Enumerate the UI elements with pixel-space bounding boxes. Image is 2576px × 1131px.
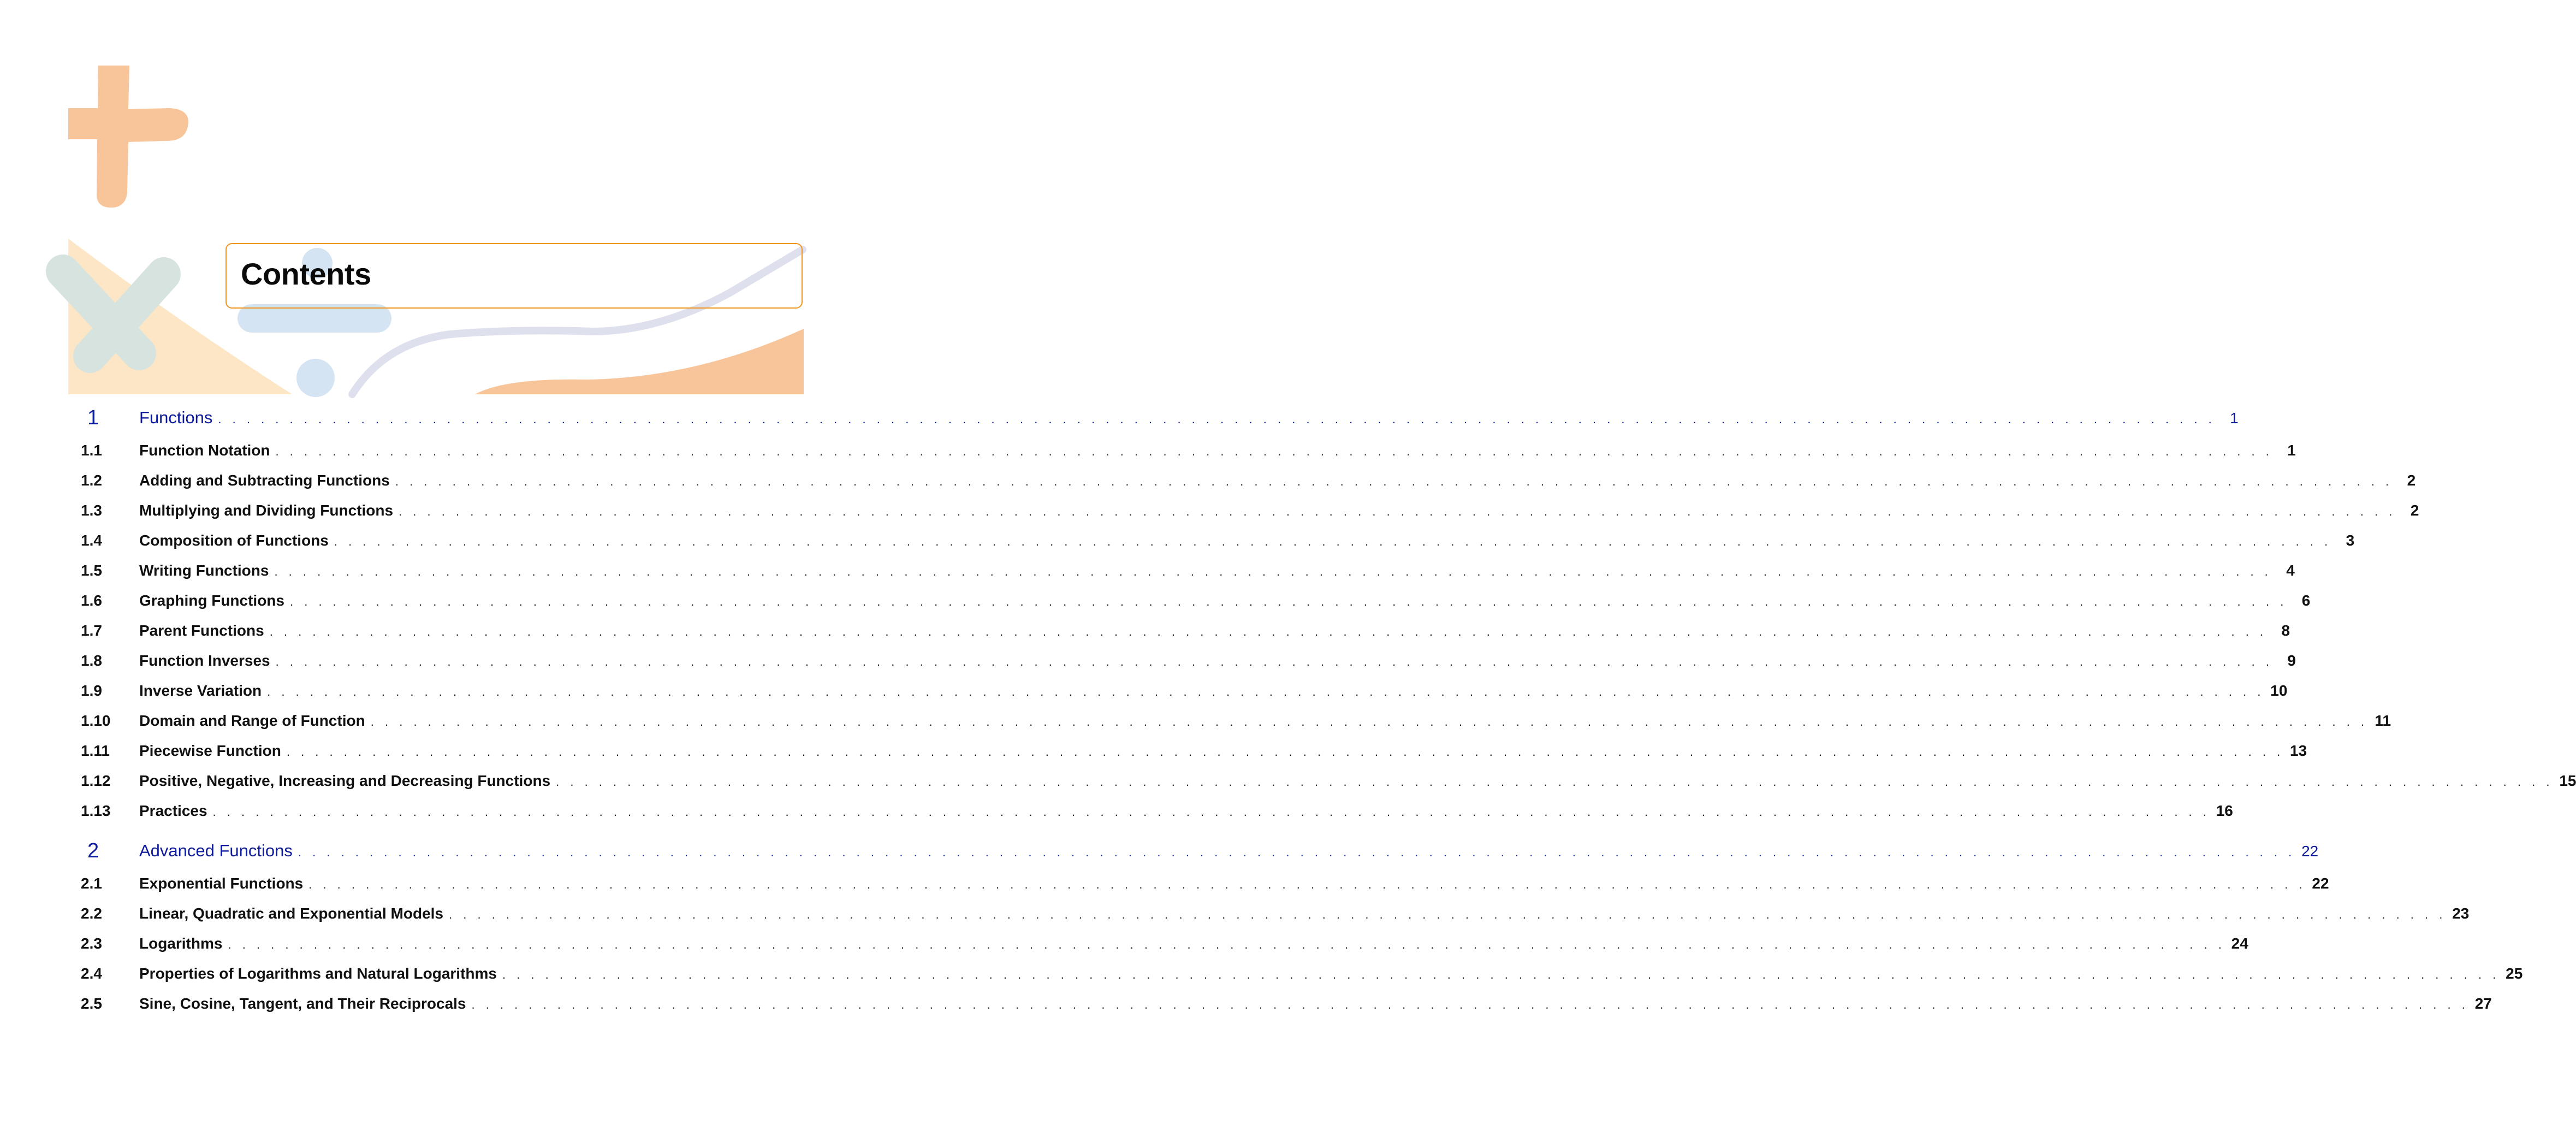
toc-section-row[interactable] [76,767,2576,797]
toc-entry [139,437,2296,465]
toc-title: Piecewise Function [139,742,281,759]
toc-title: Advanced Functions [139,841,293,860]
toc-page-number: 8 [2281,622,2290,639]
toc-section-row[interactable] [76,677,2288,707]
toc-page-number: 9 [2287,652,2296,669]
toc-section-row[interactable] [76,557,2295,587]
toc-number: 1.12 [81,772,111,789]
toc-title: Linear, Quadratic and Exponential Models [139,905,444,922]
toc-page-number: 2 [2407,472,2416,489]
toc-page-number: 2 [2410,502,2419,519]
toc-number: 1.4 [81,532,102,549]
toc-page-number: 25 [2506,965,2523,982]
dot-leader: . . . . . . . . . . . . . . . . . . . . . . . . . . . . . . . . . . . . . . . . . . . . . . . . . . . . . . . . . . . . . . . . . . . . . . . . . . . . . . . . . . . . . . . . . . . . . . . . . . . . . . . . . . . . . . . . . . . . . . . . . . . . . . . . . . . . . . . . . . . . [449,908,2447,921]
toc-entry [139,900,2470,928]
dot-leader: . . . . . . . . . . . . . . . . . . . . . . . . . . . . . . . . . . . . . . . . . . . . . . . . . . . . . . . . . . . . . . . . . . . . . . . . . . . . . . . . . . . . . . . . . . . . . . . . . . . . . . . . . . . . . . . . . . . . . . . . . . . . . . . . . . . . . . . . . . . . [275,655,2273,668]
toc-title: Functions [139,408,213,427]
toc-title: Composition of Functions [139,532,329,549]
toc-number: 1.10 [81,712,111,729]
toc-number: 1.13 [81,802,111,819]
toc-section-row[interactable] [76,497,2419,527]
toc-entry [139,527,2355,555]
toc-section-row[interactable] [76,900,2470,930]
toc-title: Practices [139,802,207,819]
toc-entry [139,930,2248,958]
dot-leader: . . . . . . . . . . . . . . . . . . . . . . . . . . . . . . . . . . . . . . . . . . . . . . . . . . . . . . . . . . . . . . . . . . . . . . . . . . . . . . . . . . . . . . . . . . . . . . . . . . . . . . . . . . . . . . . . . . . . . . . . . . . . . . . . . . . . . . . . . . . . [274,565,2272,578]
toc-section-row[interactable] [76,617,2290,647]
toc-title: Inverse Variation [139,682,262,699]
toc-page-number: 16 [2216,802,2233,819]
dot-leader: . . . . . . . . . . . . . . . . . . . . . . . . . . . . . . . . . . . . . . . . . . . . . . . . . . . . . . . . . . . . . . . . . . . . . . . . . . . . . . . . . . . . . . . . . . . . . . . . . . . . . . . . . . . . . . . . . . . . . . . . . . . . . . . . . . . . . . . . . . . . [267,685,2265,698]
dot-leader: . . . . . . . . . . . . . . . . . . . . . . . . . . . . . . . . . . . . . . . . . . . . . . . . . . . . . . . . . . . . . . . . . . . . . . . . . . . . . . . . . . . . . . . . . . . . . . . . . . . . . . . . . . . . . . . . . . . . . . . . . . . . . . . . . . . . . . . . . . . . [290,595,2288,608]
toc-page-number: 4 [2286,562,2295,579]
toc-title: Properties of Logarithms and Natural Logarithms [139,965,497,982]
toc-page-number: 11 [2375,712,2391,729]
toc-number: 1.7 [81,622,102,639]
toc-page-number: 23 [2452,905,2470,922]
toc-number: 1.1 [81,442,102,459]
toc-section-row[interactable] [76,797,2233,827]
toc-number: 2.1 [81,875,102,892]
toc-section-row[interactable] [76,737,2307,767]
toc-chapter-row[interactable] [76,404,2239,437]
toc-page-number: 15 [2559,772,2576,789]
dot-leader: . . . . . . . . . . . . . . . . . . . . . . . . . . . . . . . . . . . . . . . . . . . . . . . . . . . . . . . . . . . . . . . . . . . . . . . . . . . . . . . . . . . . . . . . . . . . . . . . . . . . . . . . . . . . . . . . . . . . . . . . . . . . . . . . . . . . . . . . . . . . [298,845,2296,859]
dot-leader: . . . . . . . . . . . . . . . . . . . . . . . . . . . . . . . . . . . . . . . . . . . . . . . . . . . . . . . . . . . . . . . . . . . . . . . . . . . . . . . . . . . . . . . . . . . . . . . . . . . . . . . . . . . . . . . . . . . . . . . . . . . . . . . . . . . . . . . . . . . . [286,745,2284,759]
toc-entry [139,960,2523,988]
toc-title: Function Inverses [139,652,270,669]
toc-number: 2.2 [81,905,102,922]
toc-title: Exponential Functions [139,875,304,892]
toc-title: Multiplying and Dividing Functions [139,502,394,519]
toc-page-number: 22 [2312,875,2329,892]
toc-number: 2.4 [81,965,102,982]
toc-entry [139,837,2319,866]
toc-section-row[interactable] [76,527,2355,557]
toc-entry [139,557,2295,585]
toc-number: 1 [87,406,99,429]
title-box [225,243,803,309]
toc-entry [139,797,2233,826]
toc-page-number: 6 [2301,592,2311,609]
toc-section-row[interactable] [76,437,2296,467]
toc-title: Domain and Range of Function [139,712,365,729]
toc-section-row[interactable] [76,467,2416,497]
plus-icon [68,66,191,210]
toc-number: 2.5 [81,995,102,1012]
dot-leader: . . . . . . . . . . . . . . . . . . . . . . . . . . . . . . . . . . . . . . . . . . . . . . . . . . . . . . . . . . . . . . . . . . . . . . . . . . . . . . . . . . . . . . . . . . . . . . . . . . . . . . . . . . . . . . . . . . . . . . . . . . . . . . . . . . . . . . . . . . . . [212,805,2210,819]
hill-shape [475,329,804,394]
toc-page-number: 13 [2290,742,2307,759]
toc-page-number: 22 [2301,843,2319,860]
toc-page-number: 1 [2230,410,2239,427]
toc-page-number: 10 [2270,682,2288,699]
toc-number: 2.3 [81,935,102,952]
toc-title: Sine, Cosine, Tangent, and Their Reciprocals [139,995,466,1012]
toc-page-number: 27 [2474,995,2492,1012]
toc-entry [139,467,2416,495]
toc-section-row[interactable] [76,647,2296,677]
toc-section-row[interactable] [76,990,2492,1020]
dot-leader: . . . . . . . . . . . . . . . . . . . . . . . . . . . . . . . . . . . . . . . . . . . . . . . . . . . . . . . . . . . . . . . . . . . . . . . . . . . . . . . . . . . . . . . . . . . . . . . . . . . . . . . . . . . . . . . . . . . . . . . . . . . . . . . . . . . . . . . . . . . . [471,998,2469,1011]
toc-section-row[interactable] [76,707,2391,737]
dot-leader: . . . . . . . . . . . . . . . . . . . . . . . . . . . . . . . . . . . . . . . . . . . . . . . . . . . . . . . . . . . . . . . . . . . . . . . . . . . . . . . . . . . . . . . . . . . . . . . . . . . . . . . . . . . . . . . . . . . . . . . . . . . . . . . . . . . . . . . . . . . . [269,625,2268,638]
toc-entry [139,677,2288,706]
toc-title: Logarithms [139,935,223,952]
toc-number: 1.5 [81,562,102,579]
toc-number: 1.11 [81,742,110,759]
toc-number: 1.6 [81,592,102,609]
toc-number: 1.8 [81,652,102,669]
dot-leader: . . . . . . . . . . . . . . . . . . . . . . . . . . . . . . . . . . . . . . . . . . . . . . . . . . . . . . . . . . . . . . . . . . . . . . . . . . . . . . . . . . . . . . . . . . . . . . . . . . . . . . . . . . . . . . . . . . . . . . . . . . . . . . . . . . . . . . . . . . . . [308,878,2306,891]
toc-title: Adding and Subtracting Functions [139,472,390,489]
toc-entry [139,497,2419,525]
dot-leader: . . . . . . . . . . . . . . . . . . . . . . . . . . . . . . . . . . . . . . . . . . . . . . . . . . . . . . . . . . . . . . . . . . . . . . . . . . . . . . . . . . . . . . . . . . . . . . . . . . . . . . . . . . . . . . . . . . . . . . . . . . . . . . . . . . . . . . . . . . . . [228,938,2225,951]
dot-leader: . . . . . . . . . . . . . . . . . . . . . . . . . . . . . . . . . . . . . . . . . . . . . . . . . . . . . . . . . . . . . . . . . . . . . . . . . . . . . . . . . . . . . . . . . . . . . . . . . . . . . . . . . . . . . . . . . . . . . . . . . . . . . . . . . . . . . . . . . . . . [399,505,2396,518]
toc-entry [139,870,2329,898]
toc-entry [139,647,2296,676]
toc-title: Function Notation [139,442,270,459]
toc-title: Graphing Functions [139,592,284,609]
toc-section-row[interactable] [76,870,2329,900]
toc-number: 1.3 [81,502,102,519]
toc-entry [139,587,2311,615]
toc-entry [139,707,2391,736]
dot-leader: . . . . . . . . . . . . . . . . . . . . . . . . . . . . . . . . . . . . . . . . . . . . . . . . . . . . . . . . . . . . . . . . . . . . . . . . . . . . . . . . . . . . . . . . . . . . . . . . . . . . . . . . . . . . . . . . . . . . . . . . . . . . . . . . . . . . . . . . . . . . [502,968,2500,981]
toc-page-number: 1 [2287,442,2296,459]
table-of-contents [76,404,2576,1020]
toc-entry [139,617,2290,646]
toc-number: 1.9 [81,682,102,699]
toc-entry [139,737,2307,766]
toc-page-number: 24 [2231,935,2248,952]
toc-title: Writing Functions [139,562,269,579]
toc-page-number: 3 [2346,532,2355,549]
dot-leader: . . . . . . . . . . . . . . . . . . . . . . . . . . . . . . . . . . . . . . . . . . . . . . . . . . . . . . . . . . . . . . . . . . . . . . . . . . . . . . . . . . . . . . . . . . . . . . . . . . . . . . . . . . . . . . . . . . . . . . . . . . . . . . . . . . . . . . . . . . . . [334,535,2332,548]
toc-title: Parent Functions [139,622,264,639]
toc-entry [139,767,2576,796]
toc-section-row[interactable] [76,930,2248,960]
toc-entry [139,990,2492,1019]
toc-section-row[interactable] [76,960,2523,990]
toc-number: 2 [87,839,99,862]
dot-leader: . . . . . . . . . . . . . . . . . . . . . . . . . . . . . . . . . . . . . . . . . . . . . . . . . . . . . . . . . . . . . . . . . . . . . . . . . . . . . . . . . . . . . . . . . . . . . . . . . . . . . . . . . . . . . . . . . . . . . . . . . . . . . . . . . . . . . . . . . . . . [556,775,2554,789]
toc-number: 1.2 [81,472,102,489]
toc-section-row[interactable] [76,587,2311,617]
dot-leader: . . . . . . . . . . . . . . . . . . . . . . . . . . . . . . . . . . . . . . . . . . . . . . . . . . . . . . . . . . . . . . . . . . . . . . . . . . . . . . . . . . . . . . . . . . . . . . . . . . . . . . . . . . . . . . . . . . . . . . . . . . . . . . . . . . . . . . . . . . . . [370,715,2369,729]
dot-leader: . . . . . . . . . . . . . . . . . . . . . . . . . . . . . . . . . . . . . . . . . . . . . . . . . . . . . . . . . . . . . . . . . . . . . . . . . . . . . . . . . . . . . . . . . . . . . . . . . . . . . . . . . . . . . . . . . . . . . . . . . . . . . . . . . . . . . . . . . . . . [218,412,2216,426]
toc-entry [139,404,2239,433]
toc-title: Positive, Negative, Increasing and Decreasing Functions [139,772,551,789]
toc-chapter-row[interactable] [76,837,2319,870]
contents-banner [68,239,804,394]
dot-leader: . . . . . . . . . . . . . . . . . . . . . . . . . . . . . . . . . . . . . . . . . . . . . . . . . . . . . . . . . . . . . . . . . . . . . . . . . . . . . . . . . . . . . . . . . . . . . . . . . . . . . . . . . . . . . . . . . . . . . . . . . . . . . . . . . . . . . . . . . . . . [275,445,2273,458]
dot-leader: . . . . . . . . . . . . . . . . . . . . . . . . . . . . . . . . . . . . . . . . . . . . . . . . . . . . . . . . . . . . . . . . . . . . . . . . . . . . . . . . . . . . . . . . . . . . . . . . . . . . . . . . . . . . . . . . . . . . . . . . . . . . . . . . . . . . . . . . . . . . [395,475,2393,488]
page-title: Contents [241,257,371,291]
